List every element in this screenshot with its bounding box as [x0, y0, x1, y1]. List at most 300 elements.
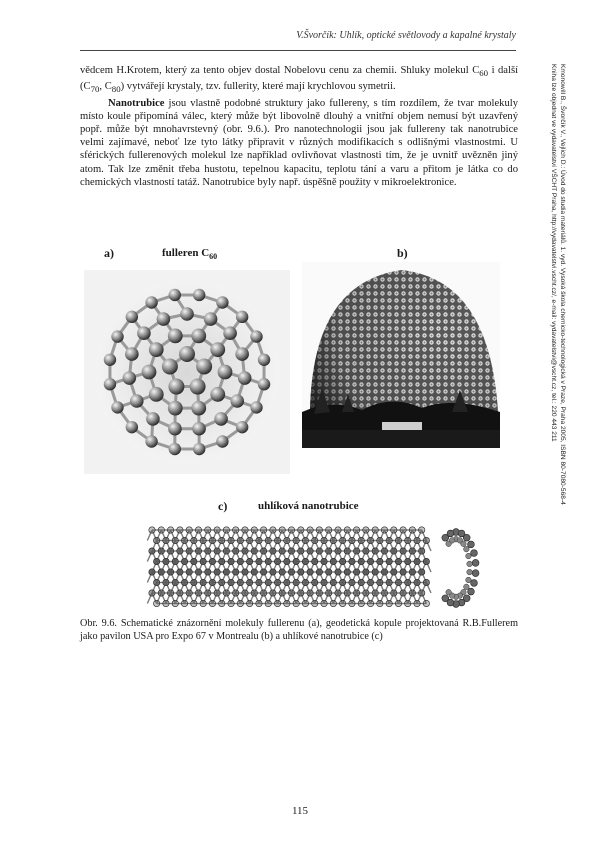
carbon-atom [190, 379, 206, 395]
carbon-atom [316, 569, 322, 575]
carbon-atom [126, 421, 138, 433]
carbon-atom [168, 401, 183, 416]
carbon-atom [205, 527, 211, 533]
carbon-atom [414, 579, 420, 585]
carbon-atom [423, 537, 429, 543]
carbon-atom [181, 600, 187, 606]
carbon-atom [260, 590, 266, 596]
carbon-atom [353, 590, 359, 596]
carbon-atom [344, 569, 350, 575]
carbon-atom [395, 600, 401, 606]
carbon-atom [168, 379, 184, 395]
carbon-atom [344, 548, 350, 554]
carbon-atom [326, 590, 332, 596]
carbon-atom [279, 527, 285, 533]
carbon-atom [172, 537, 178, 543]
carbon-atom [372, 569, 378, 575]
carbon-atom [335, 569, 341, 575]
carbon-atom [158, 527, 164, 533]
carbon-atom [236, 421, 248, 433]
carbon-atom [468, 588, 475, 595]
carbon-atom [400, 548, 406, 554]
p1-mid: , C [99, 81, 112, 93]
carbon-atom [270, 569, 276, 575]
carbon-atom [163, 558, 169, 564]
carbon-atom [274, 537, 280, 543]
carbon-atom [179, 346, 195, 362]
carbon-atom [186, 569, 192, 575]
carbon-atom [265, 579, 271, 585]
carbon-atom [210, 387, 225, 402]
carbon-atom [381, 548, 387, 554]
carbon-atom [251, 527, 257, 533]
carbon-atom [256, 579, 262, 585]
carbon-atom [377, 579, 383, 585]
carbon-atom [223, 527, 229, 533]
carbon-atom [219, 600, 225, 606]
carbon-atom [177, 527, 183, 533]
citation-line-1: Kmonowill B., Švorčík V., Vejlich D.: Úvod do studia materiálů. 1. vyd. Vysoká škola chemicko-technologická v Praze, Praha 2005, ISBN 80-7080-568-4 [559, 64, 566, 505]
carbon-atom [214, 412, 228, 426]
carbon-atom [284, 600, 290, 606]
carbon-atom [293, 558, 299, 564]
p1-line1: vědcem H.Krotem, který za tento objev dostal Nobelovu cenu za chemii. Shluky molekul [80, 65, 469, 76]
carbon-atom [258, 354, 270, 366]
carbon-atom [386, 579, 392, 585]
carbon-atom [210, 342, 225, 357]
carbon-atom [205, 548, 211, 554]
carbon-atom [270, 590, 276, 596]
carbon-atom [293, 537, 299, 543]
carbon-atom [335, 548, 341, 554]
carbon-atom [142, 365, 157, 380]
carbon-atom [256, 558, 262, 564]
carbon-atom [169, 443, 181, 455]
carbon-atom [395, 579, 401, 585]
carbon-atom [230, 394, 244, 408]
carbon-atom [367, 558, 373, 564]
carbon-atom [130, 394, 144, 408]
carbon-atom [145, 296, 157, 308]
carbon-atom [377, 537, 383, 543]
carbon-atom [321, 579, 327, 585]
carbon-atom [316, 527, 322, 533]
carbon-atom [363, 590, 369, 596]
carbon-atom [169, 289, 181, 301]
carbon-atom [186, 548, 192, 554]
carbon-atom [358, 558, 364, 564]
title-a-sub: 60 [209, 252, 218, 262]
carbon-atom [349, 600, 355, 606]
carbon-atom [228, 558, 234, 564]
carbon-atom [233, 569, 239, 575]
carbon-atom [274, 600, 280, 606]
carbon-atom [256, 600, 262, 606]
carbon-atom [326, 569, 332, 575]
carbon-atom [158, 590, 164, 596]
carbon-atom [258, 378, 270, 390]
carbon-atom [463, 534, 470, 541]
carbon-atom [372, 527, 378, 533]
c70-sub: 70 [90, 84, 100, 95]
carbon-atom [265, 537, 271, 543]
carbon-atom [209, 537, 215, 543]
carbon-atom [251, 548, 257, 554]
figure-label-a: a) [104, 246, 114, 260]
carbon-atom [307, 548, 313, 554]
carbon-atom [349, 558, 355, 564]
carbon-atom [330, 537, 336, 543]
carbon-atom [419, 569, 425, 575]
carbon-atom [419, 548, 425, 554]
carbon-atom [168, 422, 182, 436]
figure-label-b: b) [397, 246, 408, 260]
carbon-atom [209, 558, 215, 564]
carbon-atom [307, 590, 313, 596]
carbon-atom [242, 527, 248, 533]
carbon-atom [409, 527, 415, 533]
carbon-atom [270, 548, 276, 554]
carbon-atom [228, 537, 234, 543]
carbon-atom [293, 600, 299, 606]
carbon-atom [218, 365, 233, 380]
carbon-atom [192, 422, 206, 436]
carbon-atom [153, 579, 159, 585]
carbon-atom [372, 548, 378, 554]
carbon-atom [246, 558, 252, 564]
carbon-atom [284, 579, 290, 585]
carbon-atom [195, 527, 201, 533]
carbon-atom [216, 435, 228, 447]
carbon-atom [386, 558, 392, 564]
carbon-atom [409, 569, 415, 575]
carbon-atom [339, 579, 345, 585]
carbon-atom [219, 558, 225, 564]
carbon-atom [236, 311, 248, 323]
carbon-atom [377, 558, 383, 564]
carbon-atom [298, 590, 304, 596]
carbon-atom [442, 595, 449, 602]
carbon-atom [270, 527, 276, 533]
figure-label-c: c) [218, 499, 228, 513]
carbon-atom [353, 569, 359, 575]
carbon-atom [353, 548, 359, 554]
c60-formula [472, 65, 489, 79]
carbon-atom [242, 548, 248, 554]
carbon-atom [358, 537, 364, 543]
carbon-atom [104, 354, 116, 366]
carbon-atom [321, 537, 327, 543]
carbon-atom [233, 590, 239, 596]
carbon-atom [191, 579, 197, 585]
carbon-atom [288, 527, 294, 533]
carbon-atom [405, 579, 411, 585]
carbon-atom [186, 527, 192, 533]
carbon-atom [326, 527, 332, 533]
carbon-atom [149, 590, 155, 596]
carbon-atom [181, 579, 187, 585]
carbon-atom [214, 590, 220, 596]
carbon-atom [242, 569, 248, 575]
carbon-atom [344, 527, 350, 533]
carbon-atom [214, 548, 220, 554]
carbon-atom [163, 579, 169, 585]
c60-sub: 60 [479, 68, 489, 79]
carbon-atom [191, 558, 197, 564]
carbon-atom [274, 579, 280, 585]
carbon-atom [246, 537, 252, 543]
figure-caption: Obr. 9.6. Schematické znázornění molekuly fullerenu (a), geodetická kopule projektovaná R.B.Fullerem jako pavilon USA pro Expo 67 v Montrealu (b) a uhlíkové nanotrubice (c) [80, 618, 518, 642]
carbon-atom [163, 537, 169, 543]
carbon-atom [302, 537, 308, 543]
carbon-atom [466, 553, 472, 559]
carbon-atom [447, 530, 454, 537]
body-text [80, 64, 518, 189]
carbon-atom [298, 569, 304, 575]
p1-after-c60: i další (C [80, 65, 519, 93]
carbon-atom [409, 590, 415, 596]
carbon-atom [293, 579, 299, 585]
carbon-atom [395, 558, 401, 564]
carbon-atom [386, 537, 392, 543]
carbon-atom [193, 289, 205, 301]
carbon-atom [200, 537, 206, 543]
carbon-atom [279, 569, 285, 575]
carbon-atom [367, 600, 373, 606]
carbon-atom [167, 590, 173, 596]
carbon-atom [256, 537, 262, 543]
carbon-atom [381, 569, 387, 575]
page-number: 115 [291, 805, 309, 817]
carbon-atom [168, 328, 183, 343]
carbon-atom [191, 328, 206, 343]
carbon-atom [163, 600, 169, 606]
carbon-atom [400, 590, 406, 596]
carbon-atom [467, 561, 473, 567]
carbon-atom [446, 589, 452, 595]
carbon-atom [149, 548, 155, 554]
carbon-atom [414, 558, 420, 564]
carbon-atom [302, 600, 308, 606]
carbon-atom [125, 347, 139, 361]
carbon-atom [284, 537, 290, 543]
carbon-atom [307, 569, 313, 575]
carbon-atom [237, 600, 243, 606]
carbon-atom [339, 537, 345, 543]
carbon-atom [149, 342, 164, 357]
carbon-atom [200, 558, 206, 564]
carbon-atom [464, 546, 470, 552]
carbon-atom [466, 577, 472, 583]
carbon-atom [302, 579, 308, 585]
carbon-atom [372, 590, 378, 596]
carbon-atom [274, 558, 280, 564]
carbon-atom [209, 600, 215, 606]
carbon-atom [191, 401, 206, 416]
figure-title-a [162, 247, 217, 261]
nanotubes-lead: Nanotrubice [108, 97, 165, 109]
carbon-atom [104, 378, 116, 390]
carbon-atom [377, 600, 383, 606]
carbon-atom [123, 371, 137, 385]
carbon-atom [391, 590, 397, 596]
title-a-base: fulleren C [162, 247, 210, 259]
paragraph-fullerite [80, 64, 518, 97]
carbon-atom [419, 527, 425, 533]
carbon-atom [180, 307, 194, 321]
c60-base: C [472, 65, 480, 76]
carbon-atom [111, 330, 123, 342]
carbon-atom [405, 537, 411, 543]
carbon-atom [471, 580, 478, 587]
carbon-atom [468, 541, 475, 548]
carbon-atom [177, 569, 183, 575]
carbon-atom [157, 312, 171, 326]
carbon-atom [467, 569, 473, 575]
carbon-atom [137, 326, 151, 340]
carbon-atom [242, 590, 248, 596]
carbon-nanotube-image [144, 520, 498, 616]
carbon-atom [381, 527, 387, 533]
carbon-atom [284, 558, 290, 564]
carbon-atom [391, 569, 397, 575]
carbon-atom [288, 569, 294, 575]
c80-sub: 80 [111, 84, 121, 95]
carbon-atom [288, 548, 294, 554]
carbon-atom [391, 548, 397, 554]
header-rule [80, 50, 516, 51]
figure-title-c: uhlíková nanotrubice [258, 500, 359, 512]
carbon-atom [358, 600, 364, 606]
carbon-atom [423, 579, 429, 585]
carbon-atom [219, 537, 225, 543]
carbon-atom [111, 401, 123, 413]
carbon-atom [339, 600, 345, 606]
carbon-atom [158, 548, 164, 554]
carbon-atom [200, 579, 206, 585]
carbon-atom [423, 558, 429, 564]
carbon-atom [251, 590, 257, 596]
carbon-atom [223, 548, 229, 554]
carbon-atom [330, 600, 336, 606]
carbon-atom [449, 538, 455, 544]
carbon-atom [330, 579, 336, 585]
carbon-atom [414, 537, 420, 543]
carbon-atom [195, 548, 201, 554]
carbon-atom [414, 600, 420, 606]
carbon-atom [158, 569, 164, 575]
carbon-atom [349, 579, 355, 585]
carbon-atom [153, 558, 159, 564]
carbon-atom [172, 558, 178, 564]
carbon-atom [312, 579, 318, 585]
carbon-atom [223, 590, 229, 596]
carbon-atom [193, 443, 205, 455]
carbon-atom [265, 558, 271, 564]
carbon-atom [246, 579, 252, 585]
carbon-atom [196, 358, 212, 374]
carbon-atom [423, 600, 429, 606]
paragraph-nanotubes [80, 97, 518, 189]
carbon-atom [181, 558, 187, 564]
carbon-atom [419, 590, 425, 596]
carbon-atom [153, 600, 159, 606]
carbon-atom [260, 548, 266, 554]
carbon-atom [167, 569, 173, 575]
carbon-atom [205, 569, 211, 575]
carbon-atom [246, 600, 252, 606]
carbon-atom [316, 548, 322, 554]
carbon-atom [386, 600, 392, 606]
carbon-atom [464, 584, 470, 590]
carbon-atom [250, 401, 262, 413]
carbon-atom [167, 527, 173, 533]
side-citation [549, 64, 567, 624]
fullerene-molecule-image [84, 270, 290, 474]
carbon-atom [260, 527, 266, 533]
carbon-atom [195, 590, 201, 596]
carbon-atom [250, 330, 262, 342]
carbon-atom [405, 558, 411, 564]
carbon-atom [298, 548, 304, 554]
carbon-atom [321, 558, 327, 564]
p1-rest: ) vytvářejí krystaly, tzv. fullerity, které mají krychlovou symetrii. [120, 81, 396, 93]
geodesic-dome-photo [302, 262, 500, 448]
carbon-atom [316, 590, 322, 596]
carbon-atom [228, 579, 234, 585]
carbon-atom [172, 579, 178, 585]
running-header: V.Švorčík: Uhlík, optické světlovody a kapalné krystaly [296, 30, 516, 41]
carbon-atom [349, 537, 355, 543]
nanotubes-text: jsou vlastně podobné struktury jako fullereny, s tím rozdílem, že tvar molekuly místo koule připomíná válec, který může být libovolně dlouhý a vnitřní objem nemusí být uzavřený popř. může být mnohavrstevný (obr. 9.6.). Pro nanotechnologii jsou jak fullereny tak nanotrubice velmi zajímavé, neboť lze tyto látky připravit v různých modifikacích s odlišnými vlastnostmi. U sférických fullerenových molekul lze například ovlivňovat vlastnosti tím, že je uvnitř uvězněn jiný atom. Tak lze změnit třeba hustotu, tepelnou kapacitu, teplotu tání a varu a přitom je látka co do chemických vlastností tatáž. Nanotrubice byly např. úspěšně použity v mikroelektronice. [80, 97, 518, 188]
carbon-atom [391, 527, 397, 533]
carbon-atom [335, 590, 341, 596]
carbon-atom [381, 590, 387, 596]
carbon-atom [195, 569, 201, 575]
carbon-atom [237, 558, 243, 564]
carbon-atom [367, 537, 373, 543]
carbon-atom [312, 537, 318, 543]
carbon-atom [233, 527, 239, 533]
carbon-atom [216, 296, 228, 308]
carbon-atom [279, 590, 285, 596]
carbon-atom [181, 537, 187, 543]
carbon-atom [186, 590, 192, 596]
carbon-atom [400, 569, 406, 575]
carbon-atom [233, 548, 239, 554]
carbon-atom [219, 579, 225, 585]
carbon-atom [321, 600, 327, 606]
carbon-atom [330, 558, 336, 564]
carbon-atom [260, 569, 266, 575]
carbon-atom [205, 590, 211, 596]
carbon-atom [191, 537, 197, 543]
carbon-atom [405, 600, 411, 606]
carbon-atom [237, 537, 243, 543]
carbon-atom [265, 600, 271, 606]
carbon-atom [363, 548, 369, 554]
carbon-atom [358, 579, 364, 585]
carbon-atom [461, 541, 467, 547]
carbon-atom [146, 412, 160, 426]
carbon-atom [162, 358, 178, 374]
carbon-atom [237, 579, 243, 585]
carbon-atom [149, 569, 155, 575]
carbon-atom [238, 371, 252, 385]
carbon-atom [235, 347, 249, 361]
citation-line-2: Kniha lze objednat ve vydavatelství VŠCHT Praha, http://vydavatelstvi.vscht.cz/, e-mail: vydavatelstvi@vscht.cz, tel.: 220 443 211 [550, 64, 557, 442]
carbon-atom [172, 600, 178, 606]
